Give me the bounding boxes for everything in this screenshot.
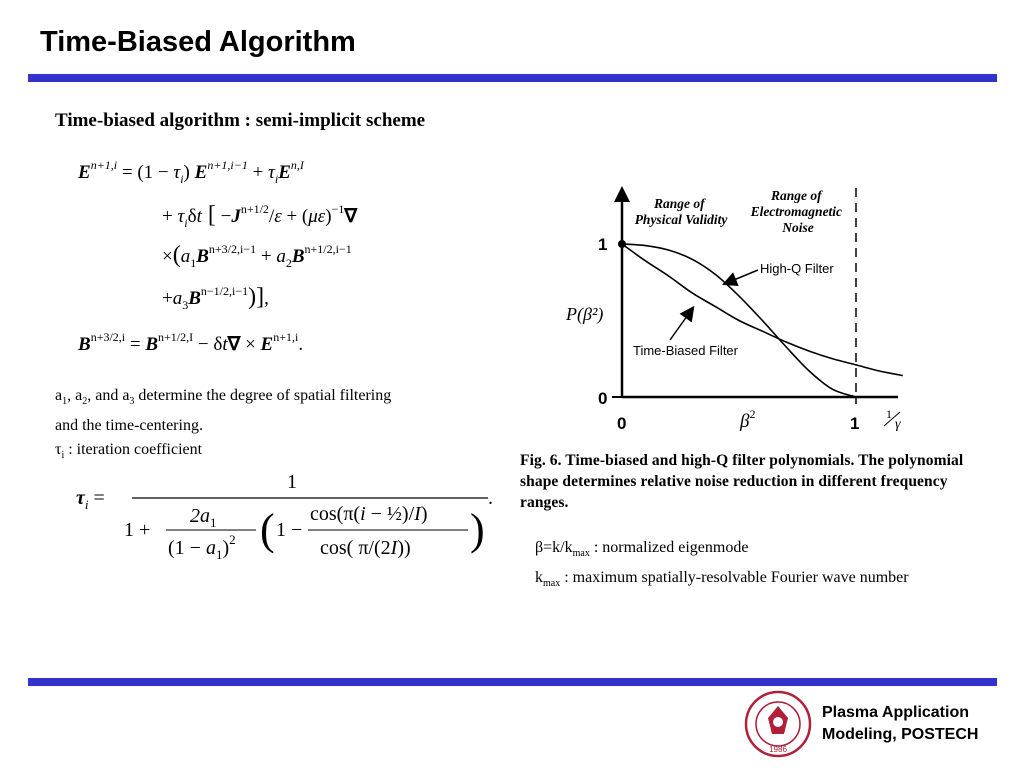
tau-equation bbox=[70, 462, 500, 572]
x-tick-1: 1 bbox=[850, 414, 860, 433]
svg-text:): ) bbox=[470, 505, 485, 554]
y-axis-arrow bbox=[614, 186, 630, 202]
slide-subtitle: Time-biased algorithm : semi-implicit scheme bbox=[55, 110, 426, 131]
high-q-filter-arrow bbox=[729, 270, 758, 282]
equation-line-2: + $\tau_i\delta t$ [ $-J^{n+1/2}/\varepsilon + (\mu\varepsilon)^{-1}\nabla$ bbox=[162, 202, 358, 230]
filter-polynomial-chart bbox=[518, 182, 988, 442]
equation-line-1: $E^{n+1,i} = (1 - \tau_i) E^{n+1,i-1} + \tau_iE^{n,I}$ bbox=[78, 158, 304, 186]
bottom-divider bbox=[28, 678, 997, 686]
definitions bbox=[535, 536, 909, 596]
slide-title: Time-Biased Algorithm bbox=[40, 26, 356, 58]
filter-description bbox=[55, 384, 495, 468]
y-tick-1: 1 bbox=[598, 235, 608, 254]
svg-text:1 +: 1 + bbox=[124, 519, 151, 541]
high-q-filter-label: High-Q Filter bbox=[760, 261, 834, 276]
top-divider bbox=[28, 74, 997, 82]
kmax-definition: $k_{max}$ : maximum spatially-resolvable Fourier wave number bbox=[535, 569, 909, 590]
description-line-3: $\tau_i$ : iteration coefficient bbox=[55, 441, 203, 462]
y-axis-label: P(β²) bbox=[566, 304, 604, 324]
x-tick-gamma-den: γ bbox=[895, 417, 901, 432]
filter-chart bbox=[518, 182, 988, 447]
beta-definition: $\beta=k/k_{max}$ : normalized eigenmode bbox=[535, 539, 749, 560]
equation-line-3: $\times(a_1B^{n+3/2,i-1} + a_2B^{n+1/2,i-1}$ bbox=[162, 242, 352, 270]
origin-dot bbox=[618, 240, 626, 248]
svg-text:τi =: $\tau_i$ = bbox=[76, 487, 105, 512]
range-noise-label: Range of Electromagnetic Noise bbox=[750, 188, 843, 235]
svg-text:.: . bbox=[488, 487, 493, 509]
description-line-2: and the time-centering. bbox=[55, 417, 203, 435]
equation-line-5: $B^{n+3/2,i} = B^{n+1/2,I} - \delta t\nabla \times E^{n+1,i}$. bbox=[78, 330, 304, 355]
figure-caption: Fig. 6. Time-biased and high-Q filter polynomials. The polynomial shape determines relative noise reduction in different frequency ranges. bbox=[520, 452, 964, 511]
time-biased-filter-arrow bbox=[670, 312, 690, 340]
x-axis-label: $\beta^2$ bbox=[740, 407, 756, 432]
svg-text:(: ( bbox=[260, 505, 275, 554]
svg-text:cos( π/(2I)): cos( π/(2I)) bbox=[320, 537, 411, 559]
time-biased-filter-label: Time-Biased Filter bbox=[633, 343, 738, 358]
organization-name bbox=[822, 702, 978, 746]
svg-text:cos(π(i − ½)/I): cos(π(i − ½)/I) bbox=[310, 503, 428, 525]
description-line-1: $a_1$, $a_2$, and $a_3$ determine the degree of spatial filtering bbox=[55, 387, 392, 408]
svg-text:(1 − a1)2: $(1 - a_1)^2$ bbox=[168, 532, 236, 562]
equation-line-4: $+a_3B^{n-1/2,i-1}$)], bbox=[162, 284, 269, 312]
x-tick-0: 0 bbox=[617, 414, 627, 433]
svg-text:1 −: 1 − bbox=[276, 519, 303, 541]
svg-text:1: 1 bbox=[287, 471, 297, 493]
y-tick-0: 0 bbox=[598, 389, 608, 408]
org-line-2: Modeling, POSTECH bbox=[822, 726, 979, 743]
x-tick-gamma-num: 1 bbox=[886, 407, 892, 421]
org-line-1: Plasma Application bbox=[822, 704, 969, 721]
svg-text:1986: 1986 bbox=[769, 745, 787, 754]
svg-text:2a1: $2a_1$ bbox=[190, 505, 217, 530]
postech-seal-icon bbox=[744, 690, 812, 758]
range-physical-validity-label: Range of Physical Validity bbox=[634, 196, 728, 227]
field-update-equations bbox=[70, 150, 490, 365]
